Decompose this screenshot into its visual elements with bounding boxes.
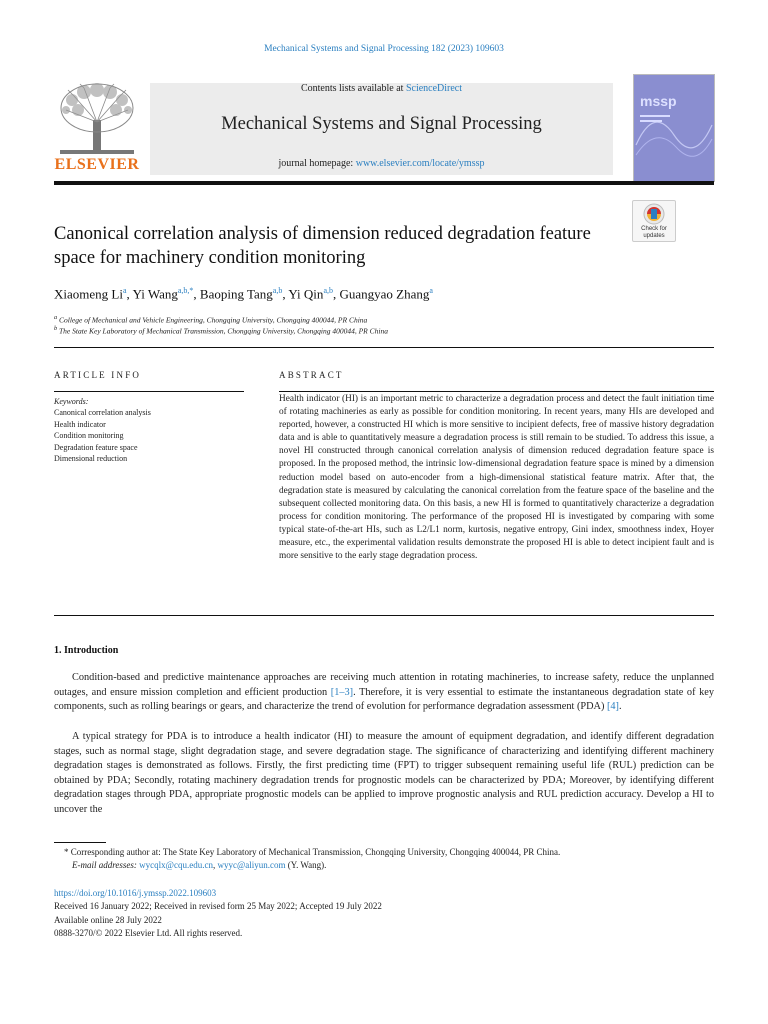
email-label: E-mail addresses: (72, 860, 137, 870)
author-affil-sup[interactable]: a (429, 286, 433, 295)
journal-reference[interactable]: Mechanical Systems and Signal Processing 182 (2023) 109603 (264, 44, 504, 54)
check-for-updates-button[interactable] (632, 200, 676, 242)
contents-prefix: Contents lists available at (300, 83, 406, 94)
doi-link[interactable]: https://doi.org/10.1016/j.ymssp.2022.109603 (54, 888, 217, 898)
intro-text: Condition-based and predictive maintenance approaches are receiving much attention in rotating machineries, to increase safety, reduce the unplanned outages, and ensure mission completion and efficient production (54, 672, 714, 698)
check-updates-icon (633, 201, 675, 229)
author-affil-sup[interactable]: a,b (272, 286, 283, 295)
homepage-link[interactable]: www.elsevier.com/locate/ymssp (355, 158, 485, 169)
corresponding-author-note (54, 846, 724, 859)
intro-text: . (619, 701, 622, 713)
keyword-item: Degradation feature space (54, 442, 138, 452)
author-name[interactable]: Yi Qin (288, 286, 324, 302)
copyright: 0888-3270/© 2022 Elsevier Ltd. All rights reserved. (54, 927, 243, 938)
received-dates: Received 16 January 2022; Received in revised form 25 May 2022; Accepted 19 July 2022 (54, 901, 382, 912)
article-title: Canonical correlation analysis of dimension reduced degradation feature space for machinery condition monitoring (54, 224, 591, 268)
abstract-heading: ABSTRACT (279, 370, 344, 380)
author-affil-sup[interactable]: a,b,* (177, 286, 194, 295)
author-name[interactable]: Yi Wang (132, 286, 178, 302)
sciencedirect-link[interactable]: ScienceDirect (405, 83, 463, 94)
available-date: Available online 28 July 2022 (54, 914, 162, 925)
abstract-rule (279, 391, 714, 392)
keywords-label: Keywords: (54, 397, 89, 406)
citation-link[interactable]: [4] (606, 701, 619, 713)
journal-title: Mechanical Systems and Signal Processing (221, 114, 542, 134)
citation-link[interactable]: [1–3] (330, 686, 354, 698)
affiliation-b (54, 325, 714, 336)
author-name[interactable]: Guangyao Zhang (339, 286, 430, 302)
journal-cover-image[interactable] (633, 74, 715, 182)
affiliation-a (54, 314, 714, 325)
section-rule (54, 347, 714, 348)
affiliation-text: College of Mechanical and Vehicle Engineering, Chongqing University, Chongqing 400044, PR China (59, 315, 368, 325)
publisher-name: ELSEVIER (54, 156, 140, 173)
check-updates-label: Check for updates (641, 226, 667, 239)
keyword-item: Health indicator (54, 419, 106, 429)
author-list: Xiaomeng Li$^a$, Yi Wang$^{a,b,*}$, Baoping Tang$^{a,b}$, Yi Qin$^{a,b}$, Guangyao Zhang$^a$ (54, 286, 433, 302)
homepage-line (150, 158, 613, 169)
affiliation-sup: a (54, 314, 58, 321)
author-affil-sup[interactable]: a (122, 286, 127, 295)
intro-text: . Therefore, it is very essential to estimate the instantaneous degradation state of key components, such as rolling bearings or gears, and characterize the trend of evolution for performance degradation assessment (PDA) (54, 686, 715, 713)
article-info-rule (54, 391, 244, 392)
abstract-bottom-rule (54, 615, 714, 616)
keyword-item: Canonical correlation analysis (54, 408, 151, 418)
introduction-heading: 1. Introduction (54, 645, 119, 656)
header-rule (54, 181, 714, 185)
article-info-heading: ARTICLE INFO (54, 370, 142, 380)
article-metadata (54, 887, 714, 940)
keywords-block (54, 396, 244, 464)
email-suffix: (Y. Wang). (285, 860, 327, 870)
keyword-item: Condition monitoring (54, 431, 124, 441)
homepage-prefix: journal homepage: (278, 158, 356, 169)
author-name[interactable]: Xiaomeng Li (54, 286, 123, 302)
intro-paragraph-2: A typical strategy for PDA is to introduce a health indicator (HI) to measure the amount of equipment degradation, and identify different degradation stages, such as normal stage, slight degradation stage, and severe degradation stage. The significance of characterizing and identifying different machinery degradation stages is demonstrated as follows. Firstly, the first predicting time (FPT) to trigger subsequent remaining useful life (RUL) prediction can be obtained by PDA; Secondly, rotating machinery degradation trends for prognostic models can be characterized by PDA; Moreover, by identifying different degradation stages through PDA, appropriate prognostic models can be applied to improve prognostic analysis and RUL prediction accuracy. Develop a HI to uncover the (54, 731, 714, 815)
footnote-star: * (64, 847, 69, 857)
footnote-rule (54, 842, 106, 843)
cover-title: mssp (640, 93, 677, 109)
abstract-text: Health indicator (HI) is an important metric to characterize a degradation process and detect the fault initiation time of rotating machineries as early as possible for condition monitoring. In recent years, many HIs are developed and reported, however, a constructed HI which is more sensitive to incipient defects, free of massive history degradation data and is able to quantitatively measure a degradation process is still remain to be studied. To address this issue, a novel HI constructed through canonical correlation analysis of dimension reduced degradation feature space is proposed. In the proposed method, the intrinsic low-dimensional degradation feature space is mined by a dimension reduction model based on auto-encoder from a high-dimensional statistical feature matrix. After that, the degradation state is measured by calculating the canonical correlation from the feature space of the baseline and the subsequent collected monitoring data. On this basis, a new HI is formed to quantitatively characterize a degradation process for condition monitoring. The performance of the proposed HI is investigated by comparing with some typical state-of-the-art HIs, such as L2/L1 norm, kurtosis, negative entropy, Gini index, smoothness index, Hoyer measure, etc., the experimental validation results demonstrate the proposed HI is able to detect incipient fault and is more sensitive to the early stage degradation process. (279, 394, 714, 562)
contents-line (150, 83, 613, 94)
keyword-item: Dimensional reduction (54, 454, 128, 464)
email-link[interactable]: wycqlx@cqu.edu.cn (139, 860, 213, 870)
intro-paragraph-1 (54, 671, 714, 715)
corresponding-text: Corresponding author at: The State Key Laboratory of Mechanical Transmission, Chongqing University, Chongqing 400044, PR China. (70, 847, 561, 857)
author-name[interactable]: Baoping Tang (199, 286, 273, 302)
author-affil-sup[interactable]: a,b (323, 286, 333, 295)
affiliation-sup: b (54, 325, 58, 332)
email-line: E-mail addresses: wycqlx@cqu.edu.cn, wyyc@aliyun.com (Y. Wang). (72, 860, 327, 870)
email-link[interactable]: wyyc@aliyun.com (217, 860, 286, 870)
affiliation-text: The State Key Laboratory of Mechanical Transmission, Chongqing University, Chongqing 400044, PR China (59, 326, 388, 336)
